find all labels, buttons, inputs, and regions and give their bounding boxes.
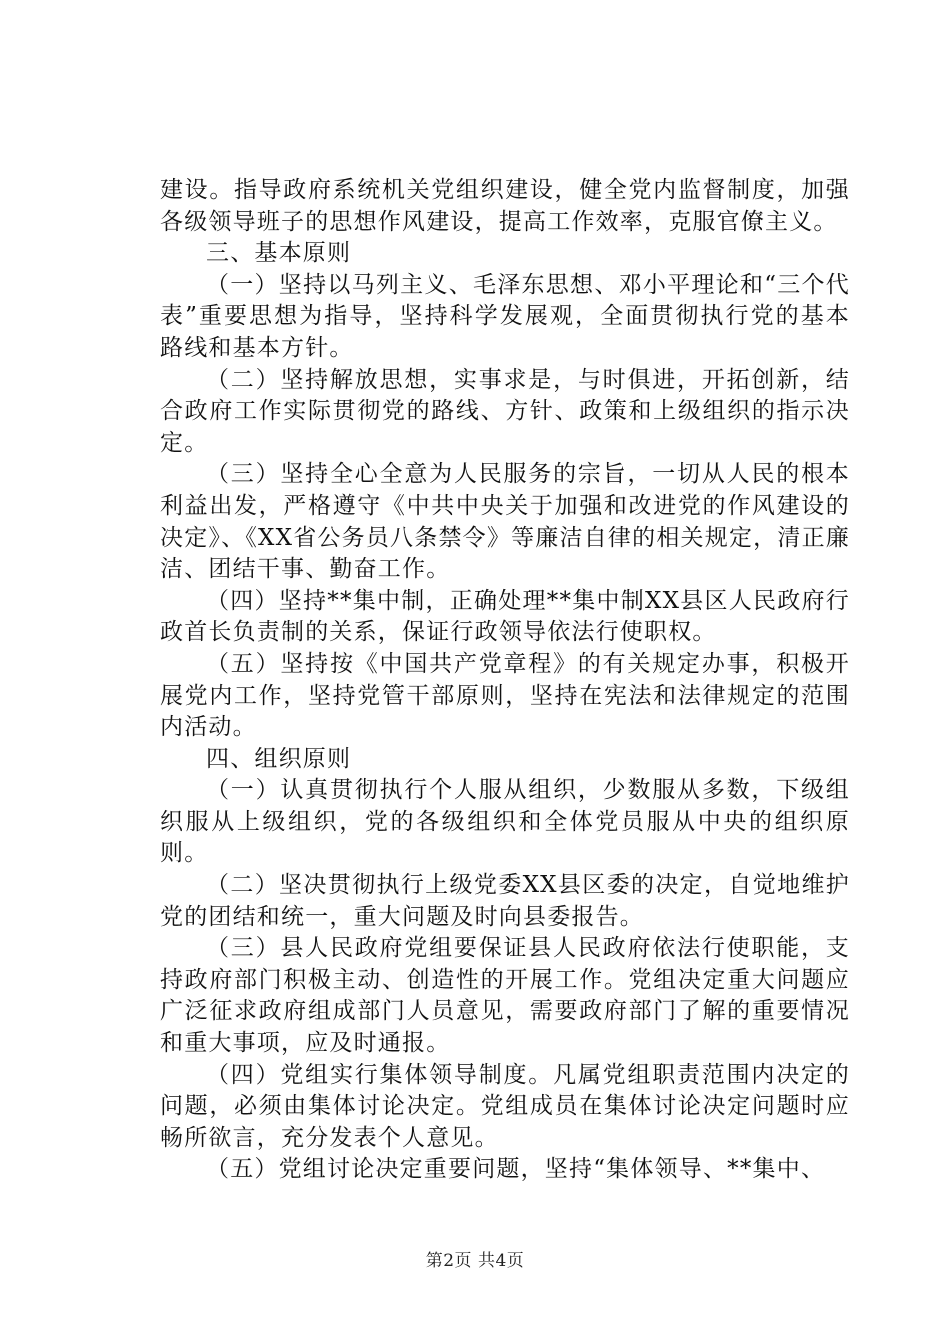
- paragraph-org-principle-1: （一）认真贯彻执行个人服从组织，少数服从多数，下级组织服从上级组织，党的各级组织和全体党员服从中央的组织原则。: [160, 777, 850, 867]
- paragraph-continuation: 建设。指导政府系统机关党组织建设，健全党内监督制度，加强各级领导班子的思想作风建设，提高工作效率，克服官僚主义。: [160, 177, 850, 235]
- paragraph-principle-4: （四）坚持**集中制，正确处理**集中制XX县区人民政府行政首长负责制的关系，保证行政领导依法行使职权。: [160, 587, 850, 646]
- paragraph-org-principle-5: （五）党组讨论决定重要问题，坚持“集体领导、**集中、: [206, 1156, 826, 1183]
- document-body: [160, 175, 850, 1186]
- paragraph-org-principle-2: （二）坚决贯彻执行上级党委XX县区委的决定，自觉地维护党的团结和统一，重大问题及时向县委报告。: [160, 872, 850, 930]
- paragraph-principle-5: （五）坚持按《中国共产党章程》的有关规定办事，积极开展党内工作，坚持党管干部原则，坚持在宪法和法律规定的范围内活动。: [160, 650, 850, 741]
- paragraph-principle-2: （二）坚持解放思想，实事求是，与时俱进，开拓创新，结合政府工作实际贯彻党的路线、方针、政策和上级组织的指示决定。: [160, 366, 850, 456]
- paragraph-org-principle-3: （三）县人民政府党组要保证县人民政府依法行使职能，支持政府部门积极主动、创造性的开展工作。党组决定重大问题应广泛征求政府组成部门人员意见，需要政府部门了解的重要情况和重大事项，应及时通报。: [160, 935, 850, 1057]
- section-heading-organization-principles: 四、组织原则: [206, 745, 352, 772]
- section-heading-basic-principles: 三、基本原则: [206, 240, 352, 267]
- paragraph-org-principle-4: （四）党组实行集体领导制度。凡属党组职责范围内决定的问题，必须由集体讨论决定。党组成员在集体讨论决定问题时应畅所欲言，充分发表个人意见。: [160, 1061, 850, 1151]
- paragraph-principle-3: （三）坚持全心全意为人民服务的宗旨，一切从人民的根本利益出发，严格遵守《中共中央关于加强和改进党的作风建设的决定》、《XX省公务员八条禁令》等廉洁自律的相关规定，清正廉洁、团结干事、勤奋工作。: [160, 461, 850, 583]
- page-number-footer: 第2页 共4页: [425, 1251, 525, 1271]
- paragraph-principle-1: （一）坚持以马列主义、毛泽东思想、邓小平理论和“三个代表”重要思想为指导，坚持科学发展观，全面贯彻执行党的基本路线和基本方针。: [160, 271, 850, 361]
